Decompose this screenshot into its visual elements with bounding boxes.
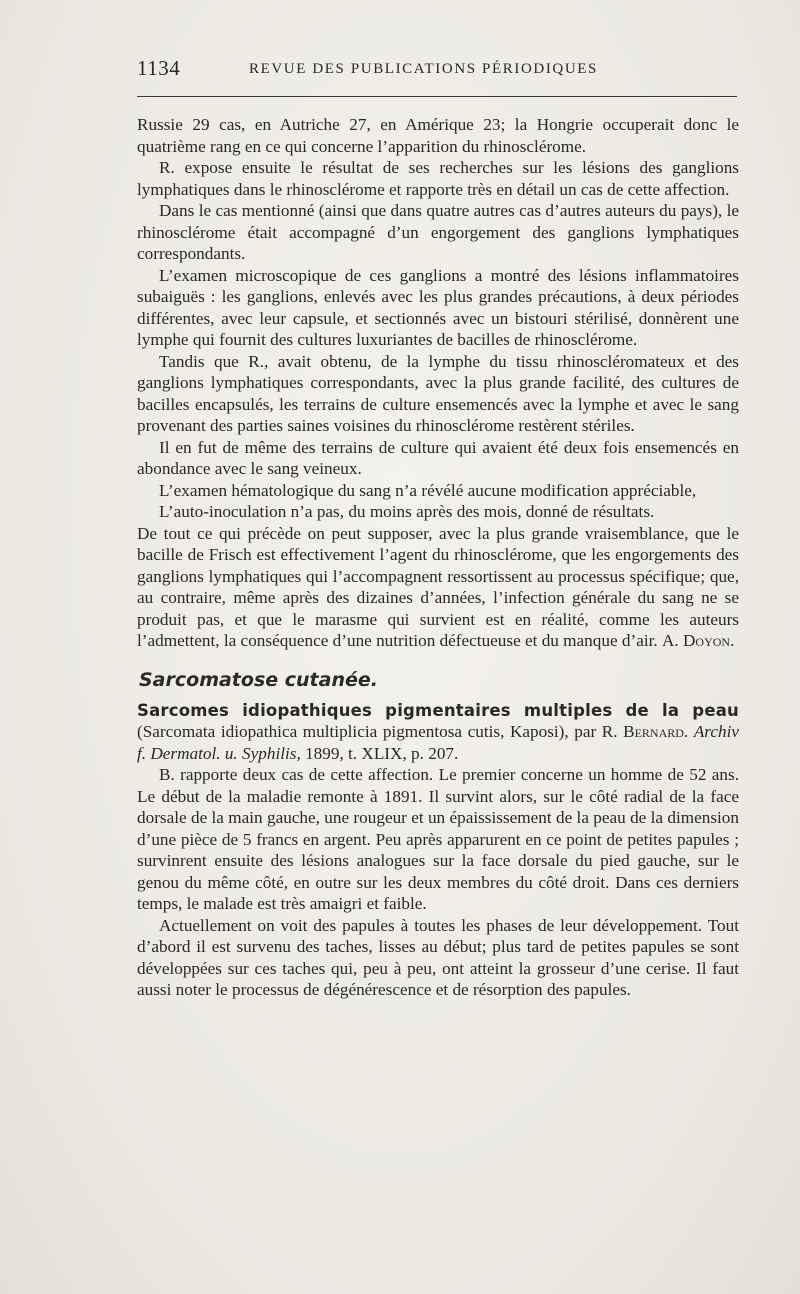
paragraph: Actuellement on voit des papules à toutes les phases de leur développement. Tout d’abord il est survenu des taches, lisses au début; plus tard de petites papules se sont développées sur ces taches qui, peu à peu, ont atteint la grosseur d’une cerise. Il faut aussi noter le processus de dégénérescence et de résorption des papules. bbox=[137, 915, 739, 999]
article-citation bbox=[137, 700, 739, 765]
article-body bbox=[137, 114, 739, 1001]
page-number: 1134 bbox=[137, 56, 181, 80]
paragraph: R. expose ensuite le résultat de ses recherches sur les lésions des ganglions lymphatiques dans le rhinosclérome et rapporte très en détail un cas de cette affection. bbox=[137, 158, 739, 199]
running-title: REVUE DES PUBLICATIONS PÉRIODIQUES bbox=[249, 61, 598, 77]
paragraph: Russie 29 cas, en Autriche 27, en Amérique 23; la Hongrie occuperait donc le quatrième rang en ce qui concerne l’apparition du rhinosclérome. bbox=[137, 115, 739, 156]
conclusion-text: De tout ce qui précède on peut supposer, avec la plus grande vraisemblance, que le bacille de Frisch est effectivement l’agent du rhinosclérome, que les engorgements des ganglions lymphatiques qui l’accompagnent ressortissent au processus spécifique; que, au contraire, même après des dizaines d’années, l’infection générale du sang ne se produit pas, et que le marasme qui survient est en réalité, comme les auteurs l’admettent, la conséquence d’une nutrition défectueuse et du manque d’air. bbox=[137, 523, 739, 650]
article-author: R. Bernard. bbox=[601, 722, 689, 741]
section-heading: Sarcomatose cutanée. bbox=[139, 668, 378, 691]
journal-name: Archiv f. Dermatol. u. Syphilis, bbox=[137, 722, 739, 763]
paragraph: L’examen microscopique de ces ganglions a montré des lésions inflammatoires subaiguës : les ganglions, enlevés avec les plus grandes précautions, à deux périodes différentes, avec leur capsule, et sectionnés avec un bistouri stérilisé, donnèrent une lymphe qui fournit des cultures luxuriantes de bacilles de rhinosclérome. bbox=[137, 265, 739, 349]
page-header bbox=[137, 56, 737, 86]
paragraph: L’examen hématologique du sang n’a révélé aucune modification appréciable, bbox=[159, 480, 697, 500]
paragraph: L’auto-inoculation n’a pas, du moins après des mois, donné de résultats. bbox=[159, 502, 655, 521]
article-subtitle: (Sarcomata idiopathica multiplicia pigmentosa cutis, Kaposi), par bbox=[137, 722, 597, 741]
paragraph: B. rapporte deux cas de cette affection. Le premier concerne un homme de 52 ans. Le début de la maladie remonte à 1891. Il survint alors, sur le côté radial de la face dorsale de la main gauche, une rougeur et un épaississement de la peau de la dimension d’une pièce de 5 francs en argent. Peu après apparurent en ce point de petites papules ; survinrent ensuite des lésions analogues sur la face dorsale du pied gauche, sur le genou du même côté, en outre sur les deux membres du côté droit. Dans ces derniers temps, le malade est très amaigri et faible. bbox=[137, 765, 739, 913]
header-rule bbox=[137, 96, 737, 97]
signature: A. Doyon. bbox=[661, 631, 735, 650]
paragraph: Dans le cas mentionné (ainsi que dans quatre autres cas d’autres auteurs du pays), le rhinosclérome était accompagné d’un engorgement des ganglions lymphatiques correspondants. bbox=[137, 201, 739, 263]
paragraph: Il en fut de même des terrains de culture qui avaient été deux fois ensemencés en abondance avec le sang veineux. bbox=[137, 437, 739, 478]
article-title: Sarcomes idiopathiques pigmentaires multiples de la peau bbox=[137, 700, 739, 720]
journal-reference: 1899, t. XLIX, p. 207. bbox=[305, 743, 459, 763]
paragraph: Tandis que R., avait obtenu, de la lymphe du tissu rhinoscléromateux et des ganglions lymphatiques correspondants, avec la plus grande facilité, des cultures de bacilles encapsulés, les terrains de culture ensemencés avec la lymphe et avec le sang provenant des parties saines voisines du rhinosclérome restèrent stériles. bbox=[137, 351, 739, 435]
conclusion-paragraph bbox=[137, 523, 739, 652]
